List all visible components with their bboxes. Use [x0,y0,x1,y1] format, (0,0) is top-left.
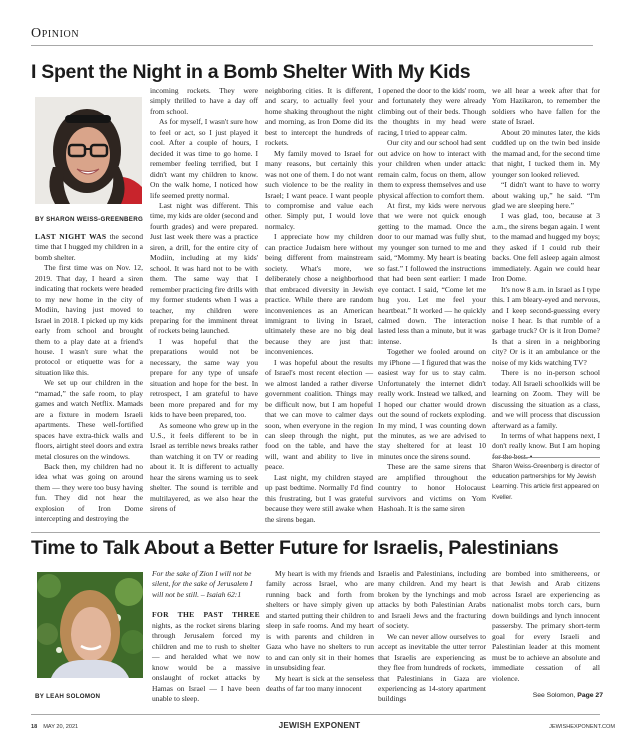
paragraph: My heart is sick at the senseless deaths of far too many innocent [266,673,374,693]
article2-lead-paragraph [152,610,260,704]
article-divider [31,532,600,533]
paragraph: we all hear a week after that for Yom Hazikaron, to remember the soldiers who have fallen for the state of Israel. [492,86,600,127]
lead-in: FOR THE PAST THREE [152,610,260,620]
article2-byline: BY LEAH SOLOMON [35,693,101,700]
paragraph: As someone who grew up in the U.S., it feels different to be in Israel as terrible news breaks rather than watching it on TV or reading about it. It is different to actually hear the sirens warning us to seek shelter. The sound is terrible and multilayered, as we also hear the sirens of [150,420,258,514]
section-rule [31,45,593,46]
paragraph: My family moved to Israel for many reasons, but certainly this was not one of them. I do not want such violence to be the reality in Israel; I want peace. I want people to compromise and value each other. Simply put, I would love normalcy. [265,148,373,231]
paragraph: About 20 minutes later, the kids cuddled up on the twin bed inside the mamad and, for the second time that night, I tucked them in. My younger son looked relieved. [492,127,600,179]
page-number: 18 [31,724,38,730]
paragraph: We can never allow ourselves to accept as inevitable the utter terror that Israelis are experiencing as they flee from hundreds of rockets, that Palestinians in Gaza are experiencing as 14-story apartment buildings [378,631,486,704]
article1-column-2 [150,86,258,515]
article1-author-bio: Sharon Weiss-Greenberg is director of education partnerships for My Jewish Learning. This article first appeared on Kveller. [492,457,600,503]
article2-column-4 [492,569,600,684]
article2-column-3 [378,569,486,705]
paragraph: Together we fooled around on my iPhone — I figured that was the easiest way for us to stay calm. Unfortunately the internet didn't really work. Instead we talked, and I hoped our chatter would drown out the sound of rockets exploding. In my mind, I was counting down the minutes, as we are advised to stay sheltered for at least 10 minutes once the sirens sound. [378,347,486,461]
article2-column-2 [266,569,374,694]
publication-name: JEWISH EXPONENT [278,721,361,730]
article1-byline: BY SHARON WEISS-GREENBERG [35,216,144,223]
website-link[interactable]: JEWISHEXPONENT.COM [549,724,615,730]
article2-column-1 [152,569,260,704]
article2-author-photo [37,572,143,678]
article1-author-photo [35,97,142,204]
paragraph: At first, my kids were nervous that we were not quick enough getting to the mamad. Once the door to our mamad was fully shut, my younger son turned to me and said, “Mommy. My heart is beating so fast.” I followed the instructions that had been sent earlier: I made eye contact. I said, “Come let me hug you. Let me feel your heartbeat.” It worked — he quickly calmed down. The interaction lasted less than a minute, but it was intense. [378,200,486,346]
paragraph: The first time was on Nov. 12, 2019. That day, I heard a siren indicating that rockets were headed to my new home in the city of Modiin, having just moved to Israel in 2018. I picked up my kids early from school and brought them to a play date at a friend's house. I wasn't sure what the protocol or etiquette was for a situation like this. [35,263,143,377]
paragraph: “I didn't want to have to worry about waking up,” he said. “I'm glad we are sleeping here.” [492,180,600,210]
portrait-leah-icon [37,572,143,678]
paragraph-text: the second time that I hugged my children in a bomb shelter. [35,232,143,262]
paragraph: I was glad, too, because at 3 a.m., the sirens began again. I went to the mamad and hugged my boys; they asked if I could rub their backs. One fell asleep again almost immediately. Again we could hear Iron Dome. [492,211,600,284]
paragraph: These are the same sirens that are amplified throughout the country to honor Holocaust survivors and victims on Yom Hashoah. It is the same siren [378,462,486,514]
paragraph: are bombed into smithereens, or that Jewish and Arab citizens across Israel are experiencing as nationalist mobs torch cars, burn down buildings and lynch innocent passersby. The primary short-term goal for every Israeli and Palestinian leader at this moment must be to achieve an absolute and immediate cessation of all violence. [492,569,600,683]
paragraph: Last night was different. This time, my kids are older (second and fourth grades) and were prepared. Just last week there was a practice siren, a drill, for the entire city of Modiin, including at my kids' school. It was hard not to be with them. The same way that I remember practicing fire drills with my former students when I was a teacher, my children were preparing for the imminent threat of rockets being launched. [150,200,258,336]
article1-headline: I Spent the Night in a Bomb Shelter With My Kids [31,61,471,83]
paragraph: Our city and our school had sent out advice on how to interact with your children when under attack: remain calm, focus on them, allow them to express themselves and use physical affection to comfort them. [378,138,486,200]
article1-column-3 [265,86,373,525]
footer-rule [31,714,600,715]
paragraph: Israelis and Palestinians, including many children. And my heart is broken by the lynchings and mob attacks by both Palestinian Arabs and Israeli Jews and the fracturing of society. [378,569,486,631]
paragraph: neighboring cities. It is different, and scary, to actually feel your home shaking throughout the night and morning, as Iron Dome did its best to intercept the hundreds of rockets. [265,86,373,148]
paragraph: Last night, my children stayed up past bedtime. Normally I'd find this frustrating, but I was grateful because they were still awake when the sirens began. [265,472,373,524]
continued-prefix: See Solomon, [532,692,578,699]
article2-headline: Time to Talk About a Better Future for Israelis, Palestinians [31,537,559,559]
article1-column-5 [492,86,600,462]
paragraph: Back then, my children had no idea what was going on around them — they were too busy having fun. They did not hear the explosion of Iron Dome intercepting and destroying the [35,461,143,524]
paragraph: My heart is with my friends and family across Israel, who are running back and forth from shelters or have simply given up and started putting their children to sleep in safe rooms. And my heart is with parents and children in Gaza who have no shelters to run to and can only sit in their homes in unsubsiding fear. [266,569,374,673]
paragraph-text: nights, as the rocket sirens blaring through Jerusalem forced my children and me to rush to shelter — and heralded what we now know would be a massive onslaught of rocket attacks by Hamas on Israel — I have been unable to sleep. [152,620,260,703]
lead-in: LAST NIGHT WAS [35,232,107,241]
paragraph: There is no in-person school today. All Israeli schoolkids will be learning on Zoom. They will be discussing the situation as a class, and we will process that discussion afterward as a family. [492,368,600,430]
continued-link[interactable] [533,692,603,699]
paragraph: In terms of what happens next, I don't really know. But I am hoping for the best. • [492,430,600,461]
portrait-sharon-icon [35,97,142,204]
article1-column-4 [378,86,486,515]
paragraph: We set up our children in the “mamad,” the safe room, to play games and watch Netflix. Mamads are a fixture in modern Israeli apartments. These well-fortified spaces have extra-thick walls and floors, airtight steel doors and extra metal closures on the windows. [35,378,143,461]
section-label: Opinion [31,26,80,41]
paragraph: As for myself, I wasn't sure how to feel or act, so I just played it cool. After a couple of hours, I decided it was time to go home. I remember feeling terrified, but I didn't want my children to know. On the walk home, I noticed how life seemed pretty normal. [150,117,258,200]
paragraph: I opened the door to the kids' room, and fortunately they were already climbing out of their beds. Though the thoughts in my head were racing, I tried to appear calm. [378,86,486,137]
paragraph: I was hopeful that the preparations would not be necessary, the same way you prepare for any type of unsafe situation and hope for the best. In retrospect, I am grateful to have been more prepared and for my kids to have been prepared, too. [150,336,258,420]
article1-column-1 [35,232,143,525]
paragraph: It's now 8 a.m. in Israel as I type this. I am bleary-eyed and nervous, and I keep second-guessing every noise I hear. Is that rumble of a garbage truck? Or is it Iron Dome? Is that a siren in a neighboring city? Or is it an ambulance or the noise of my kids watching TV? [492,284,600,367]
paragraph: incoming rockets. They were simply thrilled to have a day off from school. [150,86,258,116]
epigraph: For the sake of Zion I will not be silent, for the sake of Jerusalem I will not be still. – Isaiah 62:1 [152,569,253,599]
continued-page: Page 27 [577,692,603,699]
paragraph: I was hopeful about the results of Israel's most recent election — we almost landed a rather diverse government coalition. Things may be difficult now, but I am hopeful that we can move to calmer days soon, when everyone in the region can sleep through the night, put food on the table, and have the will, want and ability to live in peace. [265,357,373,472]
issue-date: MAY 20, 2021 [43,724,79,730]
paragraph: I appreciate how my children can practice Judaism here without being different from mainstream society. What's more, we deliberately chose a neighborhood that embraced diversity in Jewish practice. While there are random inconveniences as an American immigrant to living in Israel, ultimately these are no big deal because they are just that: inconveniences. [265,232,373,357]
article1-lead-paragraph [35,232,143,263]
